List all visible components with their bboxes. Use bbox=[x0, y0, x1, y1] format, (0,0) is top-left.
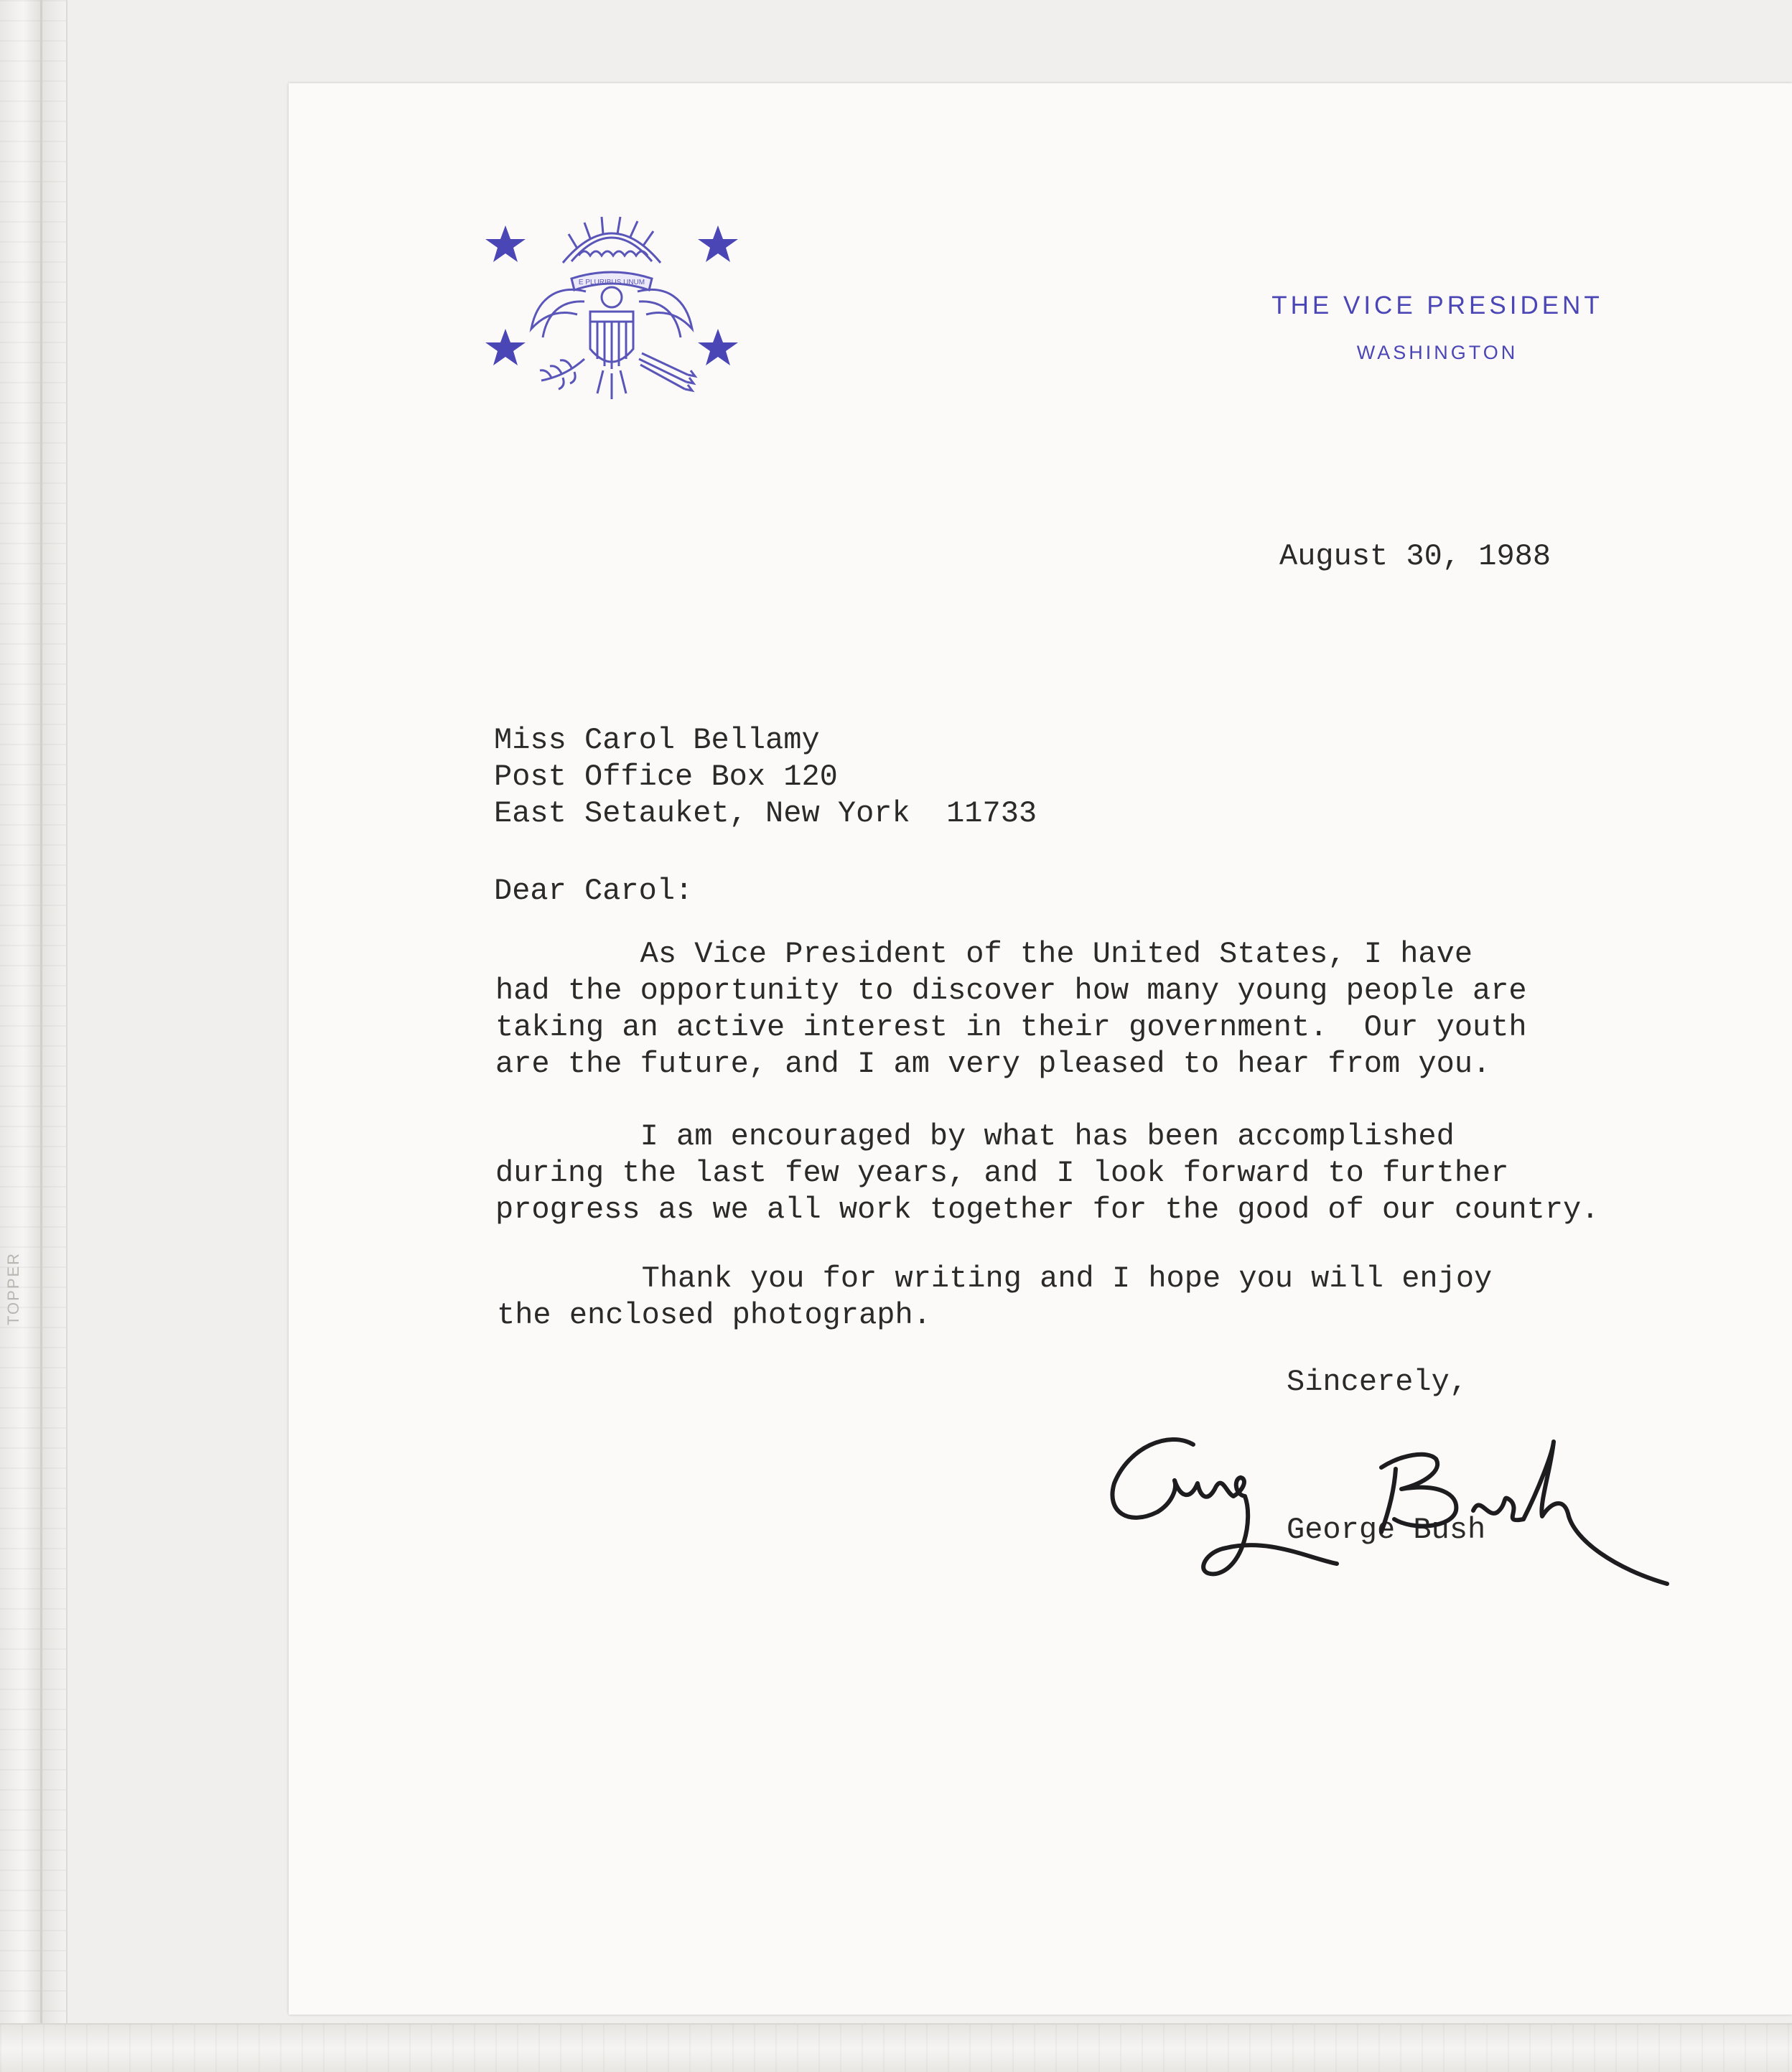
body-paragraph: I am encouraged by what has been accomplished during the last few years, and I look forward to further progress as we all work together for the good of our country. bbox=[495, 1119, 1600, 1227]
handwritten-signature bbox=[1100, 1404, 1689, 1620]
recipient-city: East Setauket, New York 11733 bbox=[494, 796, 1037, 831]
recipient-address bbox=[494, 722, 1037, 832]
seal-motto: E PLURIBUS UNUM bbox=[578, 279, 645, 286]
body-paragraph: Thank you for writing and I hope you will enjoy the enclosed photograph. bbox=[497, 1261, 1493, 1333]
body-paragraph: As Vice President of the United States, I have had the opportunity to discover how many young people are taking an active interest in their government. Our youth are the future, and I am very pleased to hear from you. bbox=[495, 937, 1527, 1081]
sheet-protector-strip bbox=[0, 0, 67, 2071]
letter-sheet bbox=[289, 83, 1792, 2015]
letter-date: August 30, 1988 bbox=[1279, 539, 1551, 574]
salutation: Dear Carol: bbox=[494, 874, 694, 908]
signature-icon bbox=[1100, 1404, 1689, 1620]
recipient-street: Post Office Box 120 bbox=[494, 760, 838, 794]
closing: Sincerely, bbox=[1287, 1365, 1468, 1399]
signer-name: George Bush bbox=[1287, 1513, 1486, 1547]
sheet-protector-edge bbox=[40, 0, 42, 2071]
sheet-protector-brand: TOPPER bbox=[4, 1251, 22, 1326]
letterhead-title: THE VICE PRESIDENT bbox=[1271, 291, 1603, 319]
vice-president-seal bbox=[477, 205, 764, 464]
sheet-protector-bottom bbox=[0, 2023, 1792, 2072]
letterhead-location: WASHINGTON bbox=[1356, 342, 1518, 363]
seal-icon bbox=[477, 205, 764, 464]
seal-eagle bbox=[531, 217, 695, 399]
recipient-name: Miss Carol Bellamy bbox=[494, 723, 820, 757]
